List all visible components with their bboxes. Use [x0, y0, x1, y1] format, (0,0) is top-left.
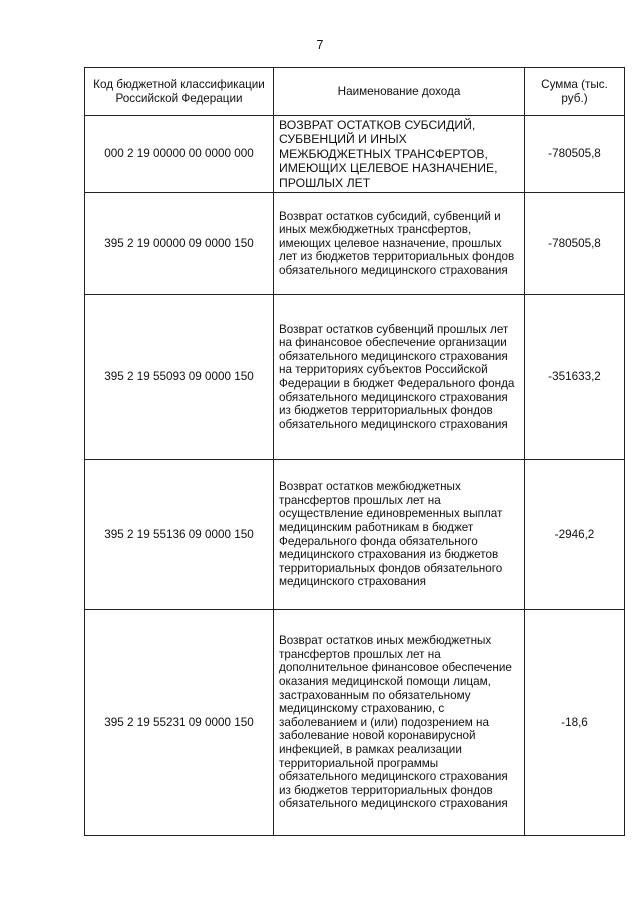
row-code: 395 2 19 55136 09 0000 150 [85, 460, 274, 610]
header-code: Код бюджетной классификации Российской Федерации [85, 68, 274, 116]
revenue-table [84, 67, 625, 836]
row-name: Возврат остатков субвенций прошлых лет на финансовое обеспечение организации обязательного медицинского страхования на территориях субъектов Российской Федерации в бюджет Федерального фонда обязательного медицинского страхования из бюджетов территориальных фондов обязательного медицинского страхования [274, 295, 525, 460]
row-sum: -780505,8 [525, 193, 625, 295]
row-sum: -18,6 [525, 610, 625, 836]
row-name: Возврат остатков субсидий, субвенций и иных межбюджетных трансфертов, имеющих целевое назначение, прошлых лет из бюджетов территориальных фондов обязательного медицинского страхования [274, 193, 525, 295]
table-row [85, 116, 625, 193]
row-name: Возврат остатков межбюджетных трансфертов прошлых лет на осуществление единовременных выплат медицинским работникам в бюджет Федерального фонда обязательного медицинского страхования из бюджетов территориальных фондов обязательного медицинского страхования [274, 460, 525, 610]
row-code: 395 2 19 55231 09 0000 150 [85, 610, 274, 836]
table-row [85, 193, 625, 295]
row-name: Возврат остатков иных межбюджетных трансфертов прошлых лет на дополнительное финансовое обеспечение оказания медицинской помощи лицам, застрахованным по обязательному медицинскому страхованию, с заболеванием и (или) подозрением на заболевание новой коронавирусной инфекцией, в рамках реализации территориальной программы обязательного медицинского страхования из бюджетов территориальных фондов обязательного медицинского страхования [274, 610, 525, 836]
header-sum: Сумма (тыс. руб.) [525, 68, 625, 116]
row-code: 000 2 19 00000 00 0000 000 [85, 116, 274, 193]
row-sum: -351633,2 [525, 295, 625, 460]
table-row [85, 295, 625, 460]
row-sum: -780505,8 [525, 116, 625, 193]
table-header-row [85, 68, 625, 116]
row-sum: -2946,2 [525, 460, 625, 610]
row-name: ВОЗВРАТ ОСТАТКОВ СУБСИДИЙ, СУБВЕНЦИЙ И ИНЫХ МЕЖБЮДЖЕТНЫХ ТРАНСФЕРТОВ, ИМЕЮЩИХ ЦЕЛЕВОЕ НАЗНАЧЕНИЕ, ПРОШЛЫХ ЛЕТ [274, 116, 525, 193]
row-code: 395 2 19 00000 09 0000 150 [85, 193, 274, 295]
table-row [85, 460, 625, 610]
row-code: 395 2 19 55093 09 0000 150 [85, 295, 274, 460]
page-number: 7 [316, 38, 324, 52]
table-row [85, 610, 625, 836]
header-name: Наименование дохода [274, 68, 525, 116]
